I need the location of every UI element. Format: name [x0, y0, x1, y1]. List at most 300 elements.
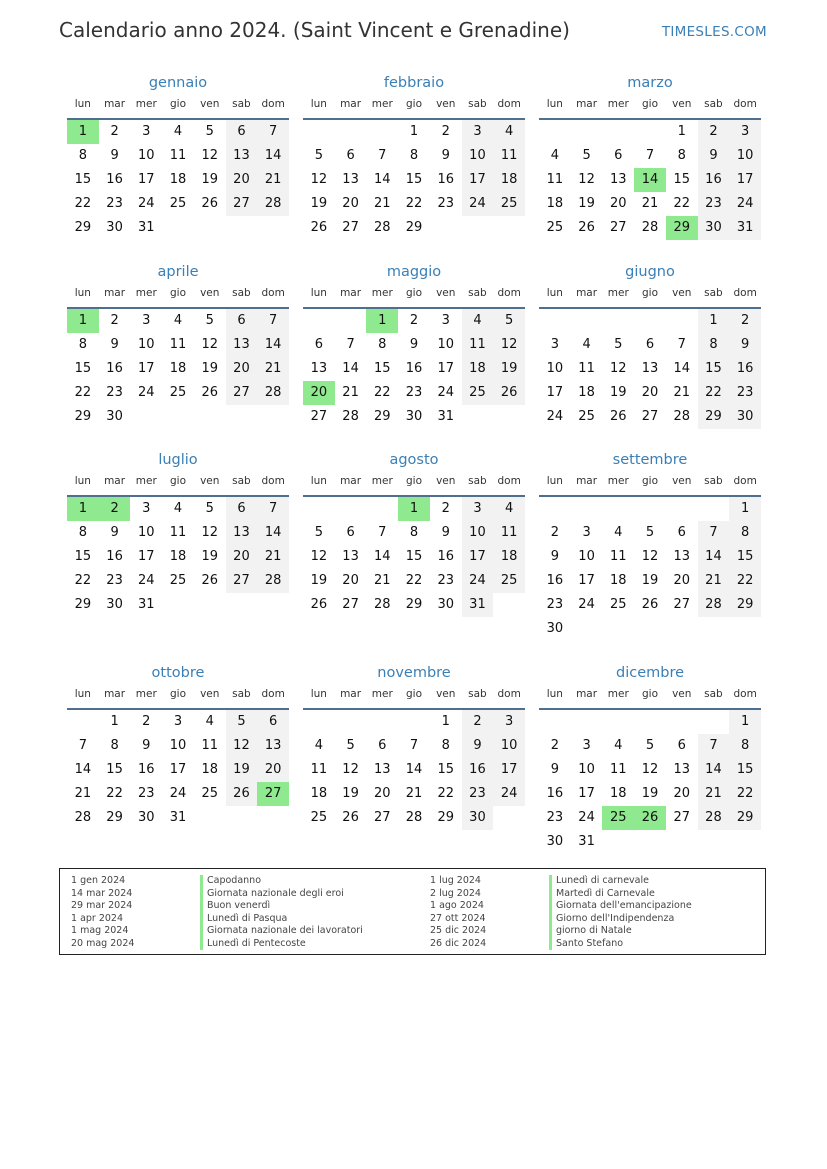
day-cell: 4	[614, 738, 623, 753]
weekday-label: mer	[607, 688, 629, 700]
month-maggio	[303, 261, 525, 429]
week-row	[539, 545, 761, 569]
weekday-label: gio	[170, 287, 187, 299]
day-cell: 12	[201, 525, 218, 540]
day-cell: 3	[729, 120, 761, 144]
holiday-name: Giorno dell'Indipendenza	[549, 913, 692, 926]
page-title: Calendario anno 2024. (Saint Vincent e Grenadine)	[59, 18, 570, 42]
day-cell: 13	[374, 762, 391, 777]
day-cell: 29	[74, 220, 92, 235]
day-cell: 18	[169, 361, 187, 376]
day-cell: 20	[226, 545, 258, 569]
weekday-header	[539, 283, 761, 309]
day-cell: 26	[201, 573, 218, 588]
day-cell: 10	[578, 762, 595, 777]
empty-cell	[539, 710, 571, 734]
weekday-label: mar	[104, 98, 126, 110]
day-cell: 6	[677, 738, 686, 753]
week-row	[539, 405, 761, 429]
day-cell: 24	[437, 385, 454, 400]
day-cell: 21	[698, 569, 730, 593]
weekday-header	[303, 684, 525, 710]
month-name: aprile	[157, 264, 199, 280]
day-cell: 18	[610, 786, 627, 801]
month-ottobre	[67, 662, 289, 830]
day-cell: 7	[257, 497, 289, 521]
legend-left-dates	[71, 875, 134, 950]
empty-cell	[571, 309, 603, 333]
weekday-label: sab	[468, 98, 487, 110]
day-cell: 3	[462, 120, 494, 144]
day-cell: 16	[698, 168, 730, 192]
weekday-label: mer	[135, 475, 157, 487]
weekday-label: dom	[261, 98, 285, 110]
empty-cell	[539, 309, 571, 333]
day-cell: 26	[201, 385, 218, 400]
day-cell: 16	[405, 361, 423, 376]
weekday-label: mar	[340, 98, 362, 110]
day-cell: 6	[346, 148, 355, 163]
day-cell: 8	[78, 148, 87, 163]
day-cell: 29	[437, 810, 454, 825]
weekday-label: mar	[104, 287, 126, 299]
day-cell: 11	[493, 521, 525, 545]
day-cell: 28	[374, 220, 391, 235]
day-cell: 28	[74, 810, 92, 825]
day-cell: 7	[346, 337, 355, 352]
day-cell: 15	[437, 762, 454, 777]
week-row	[539, 521, 761, 545]
day-cell: 19	[310, 196, 328, 211]
day-cell: 6	[614, 148, 623, 163]
day-cell: 4	[550, 148, 559, 163]
day-cell: 26	[342, 810, 359, 825]
holiday-name: Lunedì di Pasqua	[200, 913, 363, 926]
weekday-label: ven	[672, 688, 692, 700]
legend-left-names	[200, 875, 363, 950]
holiday-legend	[59, 868, 766, 955]
weekday-label: dom	[497, 688, 521, 700]
empty-cell	[67, 710, 99, 734]
empty-cell	[571, 617, 603, 641]
weekday-header	[67, 684, 289, 710]
empty-cell	[162, 593, 194, 617]
day-cell: 12	[641, 549, 659, 564]
day-cell: 28	[257, 192, 289, 216]
holiday-name: Martedì di Carnevale	[549, 888, 692, 901]
weekday-header	[303, 94, 525, 120]
day-cell: 5	[314, 148, 323, 163]
day-cell: 28	[342, 409, 359, 424]
week-row	[303, 710, 525, 734]
day-cell: 4	[173, 313, 183, 328]
day-cell: 12	[310, 549, 328, 564]
day-cell: 8	[110, 738, 119, 753]
day-cell: 15	[74, 549, 92, 564]
empty-cell	[729, 830, 761, 854]
weekday-label: lun	[74, 98, 91, 110]
holiday-date: 1 mag 2024	[71, 925, 129, 936]
empty-cell	[539, 120, 571, 144]
day-cell: 12	[610, 361, 627, 376]
empty-cell	[666, 309, 698, 333]
day-cell: 12	[342, 762, 359, 777]
day-cell: 7	[378, 525, 387, 540]
day-cell: 7	[677, 337, 686, 352]
weekday-label: ven	[436, 688, 456, 700]
day-cell: 12	[310, 172, 328, 187]
weekday-label: mer	[607, 475, 629, 487]
day-cell: 3	[173, 714, 183, 729]
day-cell: 22	[74, 385, 92, 400]
day-cell: 30	[729, 405, 761, 429]
day-cell: 17	[138, 361, 155, 376]
day-cell: 30	[138, 810, 155, 825]
day-cell: 6	[226, 120, 258, 144]
weekday-label: lun	[310, 475, 327, 487]
day-cell: 7	[645, 148, 655, 163]
day-cell: 5	[205, 313, 214, 328]
holiday-name: Buon venerdì	[200, 900, 363, 913]
weekday-label: lun	[74, 287, 91, 299]
day-cell: 20	[374, 786, 391, 801]
day-cell: 5	[493, 309, 525, 333]
day-cell: 19	[201, 172, 218, 187]
holiday-name: Lunedì di carnevale	[549, 875, 692, 888]
day-cell: 19	[201, 361, 218, 376]
month-febbraio	[303, 72, 525, 240]
day-cell: 27	[226, 192, 258, 216]
week-row	[539, 216, 761, 240]
day-cell: 19	[342, 786, 359, 801]
day-cell: 22	[437, 786, 454, 801]
day-cell: 16	[546, 573, 564, 588]
holiday-day-cell: 1	[67, 120, 99, 144]
day-cell: 18	[201, 762, 218, 777]
weekday-label: mer	[371, 688, 393, 700]
day-cell: 15	[74, 361, 92, 376]
weekday-label: mer	[371, 287, 393, 299]
week-row	[67, 120, 289, 144]
weekday-label: ven	[200, 475, 220, 487]
day-cell: 16	[138, 762, 155, 777]
weekday-label: ven	[436, 475, 456, 487]
empty-cell	[698, 617, 730, 641]
day-cell: 1	[677, 124, 686, 139]
weekday-label: mar	[576, 98, 598, 110]
day-cell: 31	[462, 593, 494, 617]
day-cell: 7	[378, 148, 387, 163]
month-name: ottobre	[151, 665, 205, 681]
day-cell: 3	[582, 525, 591, 540]
empty-cell	[634, 617, 666, 641]
day-cell: 12	[226, 734, 258, 758]
month-name: dicembre	[615, 665, 685, 681]
day-cell: 30	[437, 597, 454, 612]
weekday-label: gio	[642, 287, 659, 299]
day-cell: 16	[437, 549, 454, 564]
day-cell: 3	[493, 710, 525, 734]
day-cell: 24	[138, 196, 155, 211]
day-cell: 12	[201, 337, 218, 352]
weekday-label: mar	[340, 688, 362, 700]
week-row	[303, 521, 525, 545]
week-row	[67, 216, 289, 240]
day-cell: 27	[673, 810, 690, 825]
weekday-header	[539, 471, 761, 497]
day-cell: 30	[405, 409, 423, 424]
weekday-label: gio	[170, 98, 187, 110]
day-cell: 4	[205, 714, 214, 729]
empty-cell	[571, 710, 603, 734]
day-cell: 15	[106, 762, 123, 777]
weekday-label: dom	[261, 475, 285, 487]
day-cell: 3	[441, 313, 450, 328]
day-cell: 30	[106, 220, 123, 235]
day-cell: 9	[729, 333, 761, 357]
day-cell: 7	[78, 738, 87, 753]
week-row	[303, 333, 525, 357]
day-cell: 4	[493, 497, 525, 521]
day-cell: 5	[314, 525, 323, 540]
holiday-date: 26 dic 2024	[430, 937, 487, 949]
day-cell: 5	[226, 710, 258, 734]
month-name: maggio	[386, 264, 442, 280]
day-cell: 24	[138, 385, 155, 400]
empty-cell	[602, 830, 634, 854]
week-row	[67, 381, 289, 405]
day-cell: 28	[374, 597, 391, 612]
day-cell: 13	[226, 333, 258, 357]
empty-cell	[335, 309, 367, 333]
empty-cell	[539, 497, 571, 521]
month-name: luglio	[158, 452, 198, 468]
day-cell: 13	[342, 172, 359, 187]
week-row	[539, 144, 761, 168]
day-cell: 13	[342, 549, 359, 564]
day-cell: 22	[106, 786, 123, 801]
day-cell: 11	[546, 172, 564, 187]
empty-cell	[398, 710, 430, 734]
empty-cell	[366, 497, 398, 521]
day-cell: 26	[201, 196, 218, 211]
weekday-label: ven	[436, 98, 456, 110]
day-cell: 26	[226, 782, 258, 806]
day-cell: 23	[546, 597, 564, 612]
weekday-label: dom	[261, 688, 285, 700]
day-cell: 12	[641, 762, 659, 777]
weekday-label: dom	[261, 287, 285, 299]
day-cell: 13	[257, 734, 289, 758]
day-cell: 3	[582, 738, 591, 753]
holiday-day-cell: 26	[634, 806, 666, 830]
month-luglio	[67, 449, 289, 617]
day-cell: 25	[310, 810, 328, 825]
day-cell: 30	[698, 216, 730, 240]
day-cell: 24	[578, 810, 595, 825]
weekday-header	[539, 94, 761, 120]
empty-cell	[493, 405, 525, 429]
day-cell: 2	[110, 313, 119, 328]
week-row	[539, 806, 761, 830]
day-cell: 29	[74, 409, 92, 424]
week-row	[67, 405, 289, 429]
day-cell: 27	[226, 381, 258, 405]
month-name: agosto	[389, 452, 439, 468]
holiday-date: 1 apr 2024	[71, 912, 124, 924]
empty-cell	[493, 806, 525, 830]
month-name: giugno	[625, 264, 675, 280]
week-row	[539, 710, 761, 734]
day-cell: 5	[645, 738, 655, 753]
day-cell: 25	[578, 409, 595, 424]
week-row	[539, 192, 761, 216]
week-row	[539, 569, 761, 593]
day-cell: 17	[138, 172, 155, 187]
day-cell: 27	[342, 597, 359, 612]
weekday-label: gio	[642, 688, 659, 700]
day-cell: 30	[106, 597, 123, 612]
day-cell: 27	[374, 810, 391, 825]
holiday-day-cell: 29	[666, 216, 698, 240]
weekday-label: sab	[468, 475, 487, 487]
day-cell: 8	[441, 738, 450, 753]
weekday-label: ven	[672, 475, 692, 487]
day-cell: 31	[578, 834, 595, 849]
day-cell: 13	[310, 361, 328, 376]
empty-cell	[257, 593, 289, 617]
month-gennaio	[67, 72, 289, 240]
day-cell: 23	[462, 782, 494, 806]
day-cell: 9	[441, 148, 450, 163]
week-row	[303, 405, 525, 429]
empty-cell	[493, 216, 525, 240]
day-cell: 17	[138, 549, 155, 564]
day-cell: 17	[546, 385, 564, 400]
empty-cell	[634, 710, 666, 734]
day-cell: 31	[138, 220, 155, 235]
day-cell: 8	[78, 337, 87, 352]
day-cell: 2	[550, 738, 559, 753]
day-cell: 11	[169, 525, 187, 540]
month-aprile	[67, 261, 289, 429]
week-row	[303, 192, 525, 216]
weekday-label: lun	[74, 475, 91, 487]
month-name: febbraio	[383, 75, 445, 91]
weekday-label: lun	[74, 688, 91, 700]
empty-cell	[162, 405, 194, 429]
day-cell: 8	[378, 337, 387, 352]
weekday-label: sab	[704, 98, 723, 110]
empty-cell	[602, 617, 634, 641]
day-cell: 6	[378, 738, 387, 753]
day-cell: 17	[729, 168, 761, 192]
day-cell: 9	[441, 525, 450, 540]
empty-cell	[366, 120, 398, 144]
day-cell: 20	[673, 786, 690, 801]
month-name: settembre	[612, 452, 688, 468]
legend-right-dates	[430, 875, 486, 950]
day-cell: 10	[138, 525, 155, 540]
week-row	[67, 333, 289, 357]
week-row	[539, 357, 761, 381]
day-cell: 5	[645, 525, 655, 540]
week-row	[67, 309, 289, 333]
empty-cell	[666, 497, 698, 521]
day-cell: 16	[729, 357, 761, 381]
week-row	[539, 120, 761, 144]
holiday-day-cell: 14	[634, 168, 666, 192]
week-row	[303, 497, 525, 521]
legend-right-names	[549, 875, 692, 950]
brand-link[interactable]: TIMESLES.COM	[661, 24, 767, 40]
day-cell: 22	[729, 782, 761, 806]
day-cell: 18	[493, 168, 525, 192]
weekday-label: lun	[310, 287, 327, 299]
day-cell: 5	[582, 148, 591, 163]
empty-cell	[194, 405, 226, 429]
holiday-date: 1 ago 2024	[430, 900, 484, 911]
month-settembre	[539, 449, 761, 641]
empty-cell	[602, 309, 634, 333]
day-cell: 8	[698, 333, 730, 357]
day-cell: 19	[310, 573, 328, 588]
day-cell: 20	[610, 196, 627, 211]
week-row	[67, 168, 289, 192]
day-cell: 9	[110, 148, 119, 163]
day-cell: 28	[673, 409, 690, 424]
day-cell: 30	[462, 806, 494, 830]
day-cell: 4	[462, 309, 494, 333]
week-row	[303, 216, 525, 240]
day-cell: 15	[374, 361, 391, 376]
day-cell: 29	[405, 597, 423, 612]
day-cell: 25	[201, 786, 218, 801]
week-row	[539, 830, 761, 854]
empty-cell	[462, 216, 494, 240]
month-giugno	[539, 261, 761, 429]
day-cell: 27	[673, 597, 690, 612]
week-row	[539, 617, 761, 641]
day-cell: 20	[257, 758, 289, 782]
weekday-label: mar	[340, 475, 362, 487]
week-row	[539, 593, 761, 617]
day-cell: 20	[226, 168, 258, 192]
day-cell: 23	[437, 573, 454, 588]
day-cell: 19	[493, 357, 525, 381]
day-cell: 21	[257, 545, 289, 569]
empty-cell	[335, 120, 367, 144]
day-cell: 1	[409, 124, 419, 139]
day-cell: 10	[546, 361, 564, 376]
day-cell: 22	[729, 569, 761, 593]
weekday-label: mer	[135, 287, 157, 299]
weekday-label: sab	[468, 287, 487, 299]
day-cell: 14	[374, 549, 391, 564]
empty-cell	[194, 806, 226, 830]
week-row	[303, 734, 525, 758]
week-row	[67, 192, 289, 216]
holiday-date: 20 mag 2024	[71, 937, 135, 949]
empty-cell	[602, 497, 634, 521]
day-cell: 23	[106, 573, 123, 588]
day-cell: 26	[310, 220, 328, 235]
day-cell: 15	[405, 549, 423, 564]
day-cell: 19	[201, 549, 218, 564]
day-cell: 21	[641, 196, 659, 211]
day-cell: 23	[729, 381, 761, 405]
day-cell: 17	[578, 573, 595, 588]
